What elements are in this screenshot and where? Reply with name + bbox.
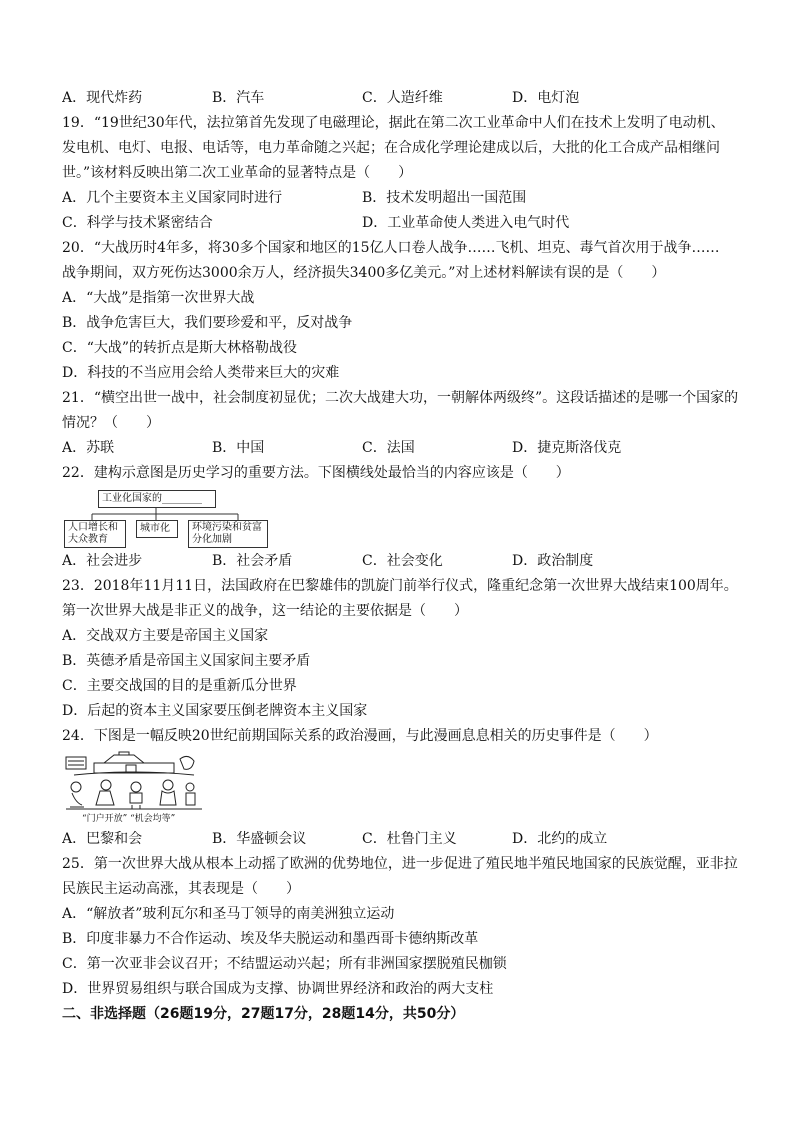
q20-stem-line2: 战争期间，双方死伤达3000余万人，经济损失3400多亿美元。”对上述材料解读有误的是（ ） — [62, 265, 666, 281]
diagram-box-pollution-inequality: 环境污染和贫富分化加剧 — [188, 520, 268, 548]
q23-option-b[interactable]: B．英德矛盾是帝国主义国家间主要矛盾 — [62, 653, 311, 669]
q25-option-c[interactable]: C．第一次亚非会议召开；不结盟运动兴起；所有非洲国家摆脱殖民枷锁 — [62, 956, 507, 972]
q19-options-row1 — [62, 186, 742, 211]
q23-stem-line1: 23．2018年11月11日，法国政府在巴黎雄伟的凯旋门前举行仪式，隆重纪念第一次世界大战结束100周年。 — [62, 578, 738, 594]
q20-stem-line1: 20．“大战历时4年多，将30多个国家和地区的15亿人口卷人战争……飞机、坦克、毒气首次用于战争…… — [62, 240, 720, 256]
q21-stem-line2: 情况？（ ） — [62, 415, 160, 431]
q20-option-c[interactable]: C．“大战”的转折点是斯大林格勒战役 — [62, 340, 298, 356]
q23-stem-line2: 第一次世界大战是非正义的战争，这一结论的主要依据是（ ） — [62, 603, 468, 619]
q18-option-d[interactable]: D．电灯泡 — [512, 90, 580, 106]
q19-options-row2 — [62, 211, 742, 236]
q25-option-a[interactable]: A．“解放者”玻利瓦尔和圣马丁领导的南美洲独立运动 — [62, 906, 395, 922]
q19-stem-line3: 世。”该材料反映出第二次工业革命的显著特点是（ ） — [62, 165, 413, 181]
q25-option-d[interactable]: D．世界贸易组织与联合国成为支撑、协调世界经济和政治的两大支柱 — [62, 981, 494, 997]
q20-option-b[interactable]: B．战争危害巨大，我们要珍爱和平，反对战争 — [62, 315, 353, 331]
exam-page — [62, 86, 742, 1027]
q20-option-d[interactable]: D．科技的不当应用会给人类带来巨大的灾难 — [62, 365, 340, 381]
diagram-top-box: 工业化国家的________ — [98, 490, 216, 508]
q19-stem-line1: 19．“19世纪30年代，法拉第首先发现了电磁理论，据此在第二次工业革命中人们在技术上发明了电动机、 — [62, 115, 725, 131]
q25-stem-line2: 民族民主运动高涨，其表现是（ ） — [62, 881, 300, 897]
q23-option-c[interactable]: C．主要交战国的目的是重新瓜分世界 — [62, 678, 297, 694]
q22-option-c[interactable]: C．社会变化 — [362, 553, 443, 569]
q24-option-c[interactable]: C．杜鲁门主义 — [362, 831, 457, 847]
q18-option-c[interactable]: C．人造纤维 — [362, 90, 443, 106]
q24-political-cartoon — [62, 749, 742, 827]
q21-stem-line1: 21．“横空出世一战中，社会制度初显优；二次大战建大功，一朝解体两级终”。这段话描述的是哪一个国家的 — [62, 390, 739, 406]
q22-options — [62, 549, 742, 574]
q22-option-d[interactable]: D．政治制度 — [512, 553, 594, 569]
q19-option-c[interactable]: C．科学与技术紧密结合 — [62, 215, 213, 231]
q24-options — [62, 827, 742, 852]
q18-options — [62, 86, 742, 111]
q21-option-b[interactable]: B．中国 — [212, 440, 265, 456]
q20-option-a[interactable]: A．“大战”是指第一次世界大战 — [62, 290, 255, 306]
q21-option-c[interactable]: C．法国 — [362, 440, 415, 456]
q24-stem: 24．下图是一幅反映20世纪前期国际关系的政治漫画，与此漫画息息相关的历史事件是（ ） — [62, 728, 658, 744]
q25-option-b[interactable]: B．印度非暴力不合作运动、埃及华夫脱运动和墨西哥卡德纳斯改革 — [62, 931, 479, 947]
q19-stem-line2: 发电机、电灯、电报、电话等，电力革命随之兴起；在合成化学理论建成以后，大批的化工合成产品相继问 — [62, 140, 720, 156]
cartoon-caption: “门户开放” “机会均等” — [82, 814, 176, 824]
q18-option-a[interactable]: A．现代炸药 — [62, 90, 143, 106]
q22-option-b[interactable]: B．社会矛盾 — [212, 553, 293, 569]
q21-option-d[interactable]: D．捷克斯洛伐克 — [512, 440, 622, 456]
q25-stem-line1: 25．第一次世界大战从根本上动摇了欧洲的优势地位，进一步促进了殖民地半殖民地国家的民族觉醒，亚非拉 — [62, 856, 738, 872]
q21-options — [62, 436, 742, 461]
q22-concept-diagram — [62, 486, 742, 549]
q19-option-b[interactable]: B．技术发明超出一国范围 — [362, 190, 527, 206]
cartoon-illustration — [64, 751, 204, 813]
q19-option-a[interactable]: A．几个主要资本主义国家同时进行 — [62, 190, 283, 206]
q24-option-d[interactable]: D．北约的成立 — [512, 831, 608, 847]
q22-option-a[interactable]: A．社会进步 — [62, 553, 143, 569]
q23-option-a[interactable]: A．交战双方主要是帝国主义国家 — [62, 628, 269, 644]
q24-option-b[interactable]: B．华盛顿会议 — [212, 831, 307, 847]
diagram-box-population-education: 人口增长和大众教育 — [64, 520, 126, 548]
q22-stem: 22．建构示意图是历史学习的重要方法。下图横线处最恰当的内容应该是（ ） — [62, 465, 570, 481]
q18-option-b[interactable]: B．汽车 — [212, 90, 265, 106]
q23-option-d[interactable]: D．后起的资本主义国家要压倒老牌资本主义国家 — [62, 703, 368, 719]
q19-option-d[interactable]: D．工业革命使人类进入电气时代 — [362, 215, 570, 231]
q24-option-a[interactable]: A．巴黎和会 — [62, 831, 143, 847]
section-two-heading: 二、非选择题（26题19分，27题17分，28题14分，共50分） — [62, 1006, 465, 1022]
diagram-box-urbanization: 城市化 — [136, 520, 178, 538]
q21-option-a[interactable]: A．苏联 — [62, 440, 115, 456]
